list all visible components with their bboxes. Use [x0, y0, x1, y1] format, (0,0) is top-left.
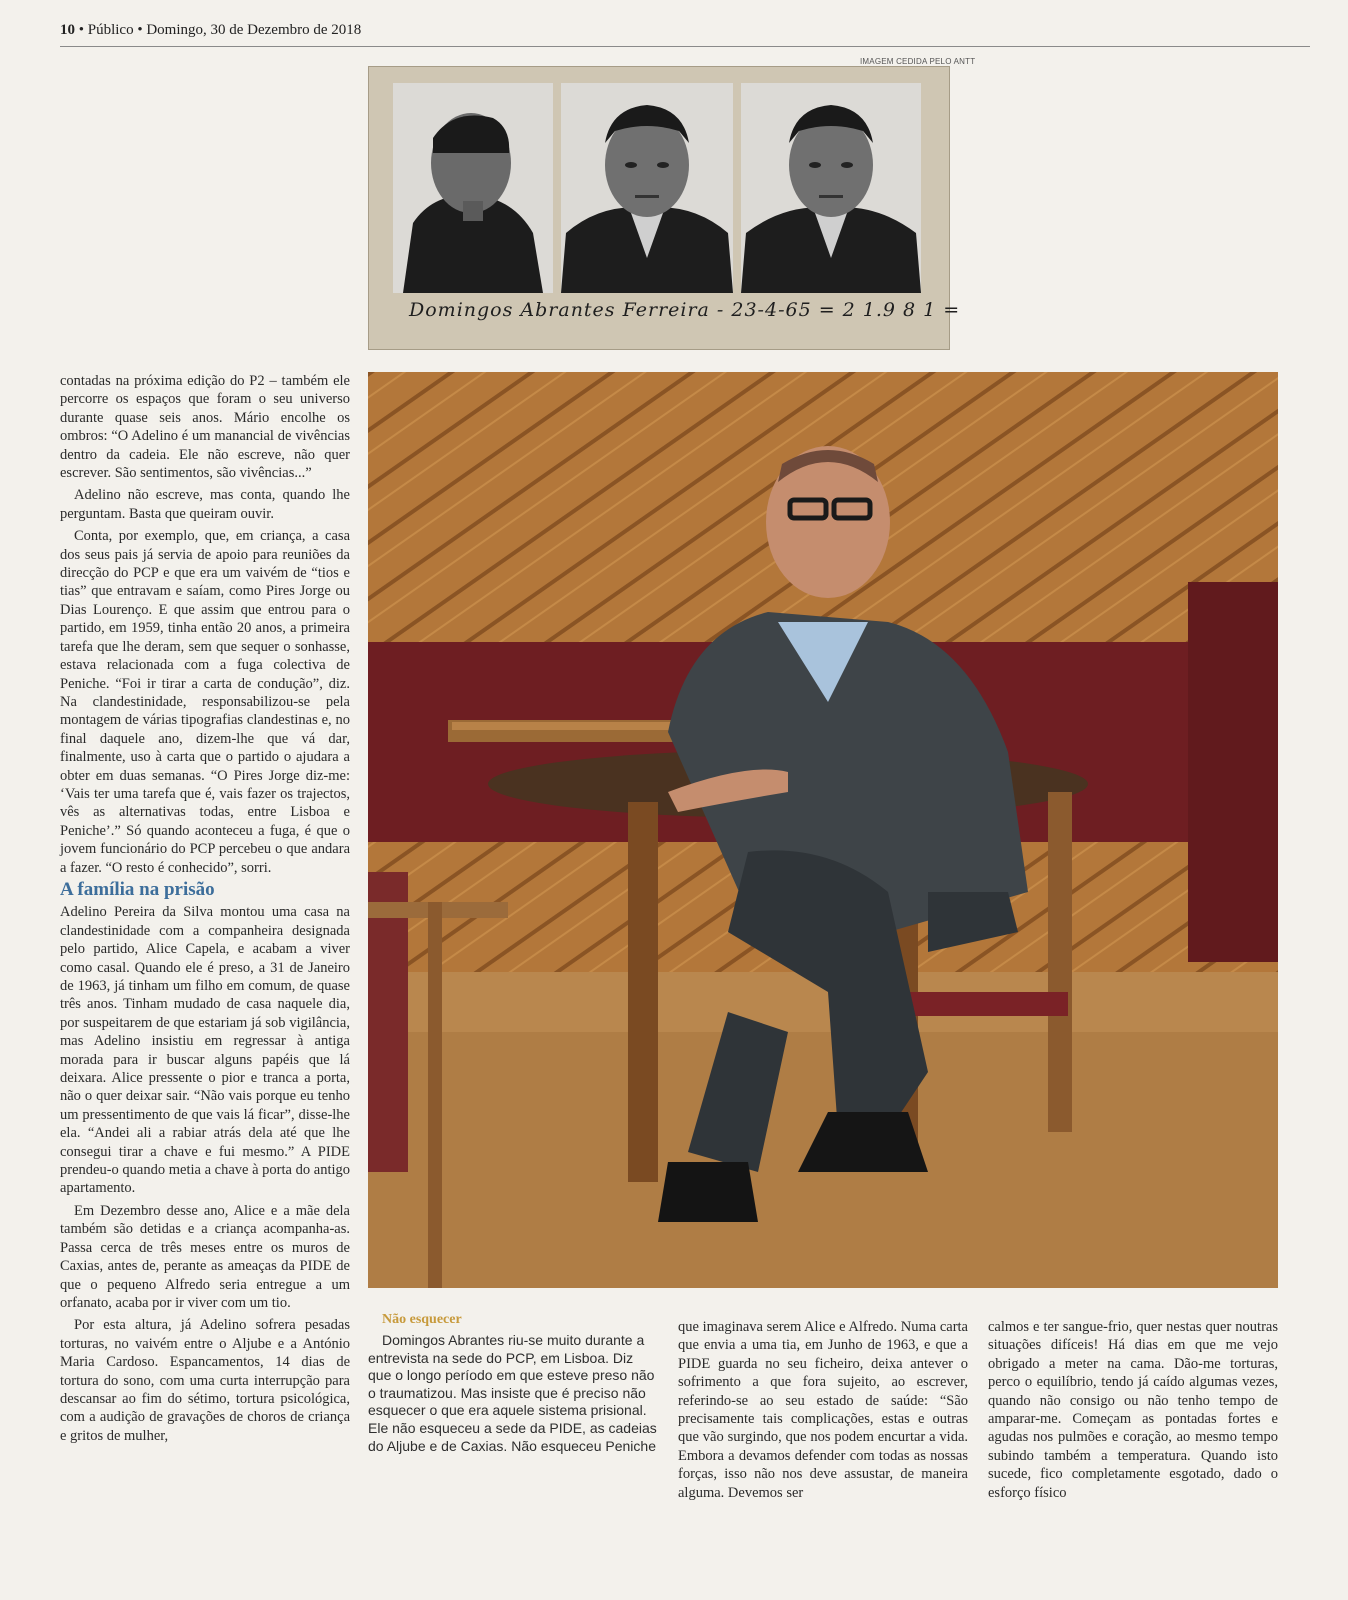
- article-column-3: [678, 1318, 968, 1506]
- page-header: [60, 22, 361, 39]
- mugshot-front: [561, 83, 733, 293]
- sidebar-title: Não esquecer: [382, 1312, 462, 1327]
- paragraph: Adelino não escreve, mas conta, quando lhe perguntam. Basta que queiram ouvir.: [60, 487, 350, 522]
- header-line: • Público • Domingo, 30 de Dezembro de 2018: [78, 22, 362, 38]
- article-column-1: [60, 372, 350, 1449]
- paragraph: calmos e ter sangue-frio, quer nestas quer noutras situações difíceis! Há dias em que me vejo obrigado a meter na cama. Dão-me torturas, perco o equilíbrio, tendo já caído algumas vezes, quando não consigo ou não tenho tempo de amparar-me. Começam as pontadas fortes e agudas nos pulmões e coração, ao mesmo tempo subindo também a temperatura. Quando isto sucede, fico completamente esgotado, dado o esforço físico: [988, 1319, 1278, 1501]
- main-photo: [368, 372, 1278, 1288]
- paragraph: Por esta altura, já Adelino sofrera pesadas torturas, no vaivém entre o Aljube e a António Maria Cardoso. Espancamentos, 14 dias de tortura do sono, com uma curta interrupção para descansar ao fim do sétimo, tortura psicológica, com a audição de gravações de choros de criança e gritos de mulher,: [60, 1317, 350, 1444]
- page-number: 10: [60, 22, 75, 38]
- paragraph: Adelino Pereira da Silva montou uma casa na clandestinidade com a companheira designada pelo partido, Alice Capela, e acabam a viver como casal. Quando ele é preso, a 31 de Janeiro de 1963, já tinham um filho em comum, de quase três anos. Tinham mudado de casa naquele dia, por suspeitarem de que estariam já sob vigilância, mas Adelino insistiu em regressar à antiga morada para ir buscar alguns papéis que lá deixara. Alice pressente o pior e tranca a porta, não o quer deixar sair. “Não vais porque eu tenho um pressentimento de que vais lá ficar”, disse-lhe ela. “Andei ali a rabiar atrás dela até que lhe consegui tirar a chave e fui mesmo.” A PIDE prendeu-o quando metia a chave à porta do antigo apartamento.: [60, 904, 350, 1197]
- mugshot-front-2: [741, 83, 921, 293]
- paragraph: Em Dezembro desse ano, Alice e a mãe dela também são detidas e a criança acompanha-as. Passa cerca de três meses entre os muros de Caxias, antes de, perante as ameaças da PIDE de que o pequeno Alfredo seria entregue a um orfanato, acaba por ir viver com um tio.: [60, 1202, 350, 1311]
- article-column-4: [988, 1318, 1278, 1506]
- photo-credit: IMAGEM CEDIDA PELO ANTT: [860, 57, 976, 66]
- sidebar-text: Domingos Abrantes riu-se muito durante a entrevista na sede do PCP, em Lisboa. Diz que o longo período em que esteve preso não o traumatizou. Mas insiste que é preciso não esquecer o que era aquele sistema prisional. Ele não esqueceu a sede da PIDE, as cadeias do Aljube e de Caxias. Não esqueceu Peniche: [368, 1332, 657, 1454]
- mugshot-profile: [393, 83, 553, 293]
- mugshot-card: [368, 66, 961, 350]
- paragraph: contadas na próxima edição do P2 – também ele percorre os espaços que foram o seu universo durante quase seis anos. Mário encolhe os ombros: “O Adelino é um manancial de vivências dentro da cadeia. Ele não escreve, não quer escrever. São sentimentos, são vivências...”: [60, 373, 350, 482]
- header-rule: [60, 46, 1310, 47]
- paragraph: que imaginava serem Alice e Alfredo. Numa carta que envia a uma tia, em Junho de 1963, e que a PIDE guarda no seu ficheiro, deixa antever o sofrimento a que fora sujeito, ao escrever, referindo-se ao seu estado de saúde: “São precisamente tais complicações, estas e outras que vão surgindo, que nos podem encurtar a vida. Embora a devamos defender com todas as nossas forças, isso não nos deve assustar, de maneira alguma. Devemos ser: [678, 1319, 968, 1501]
- section-subhead: A família na prisão: [60, 878, 215, 900]
- portrait-illustration: [368, 372, 1278, 1288]
- paragraph: Conta, por exemplo, que, em criança, a casa dos seus pais já servia de apoio para reuniões da direcção do PCP e que era um vaivém de “tios e tias” que entravam e saíam, como Pires Jorge ou Dias Lourenço. E que assim que entrou para o partido, em 1959, tinha então 20 anos, a primeira tarefa que lhe deram, sem que sequer o sonhasse, estava relacionada com a fuga colectiva de Peniche. “Foi ir tirar a carta de condução”, diz. Na clandestinidade, responsabilizou-se pela montagem de várias tipografias clandestinas e, no final daquele ano, dizem-lhe que vá dar, finalmente, uso à carta que o partido o ajudara a obter em duas semanas. “O Pires Jorge diz-me: ‘Vais ter uma tarefa que é, vais fazer os trajectos, vês as alternativas todas, entre Lisboa e Peniche’.” Só quando aconteceu a fuga, é que o jovem funcionário do PCP percebeu o que andara a fazer. “O resto é conhecido”, sorri.: [60, 528, 350, 876]
- mugshot-caption: Domingos Abrantes Ferreira - 23-4-65 = 2 1.9 8 1 =: [409, 299, 961, 321]
- sidebar-box: [368, 1312, 658, 1459]
